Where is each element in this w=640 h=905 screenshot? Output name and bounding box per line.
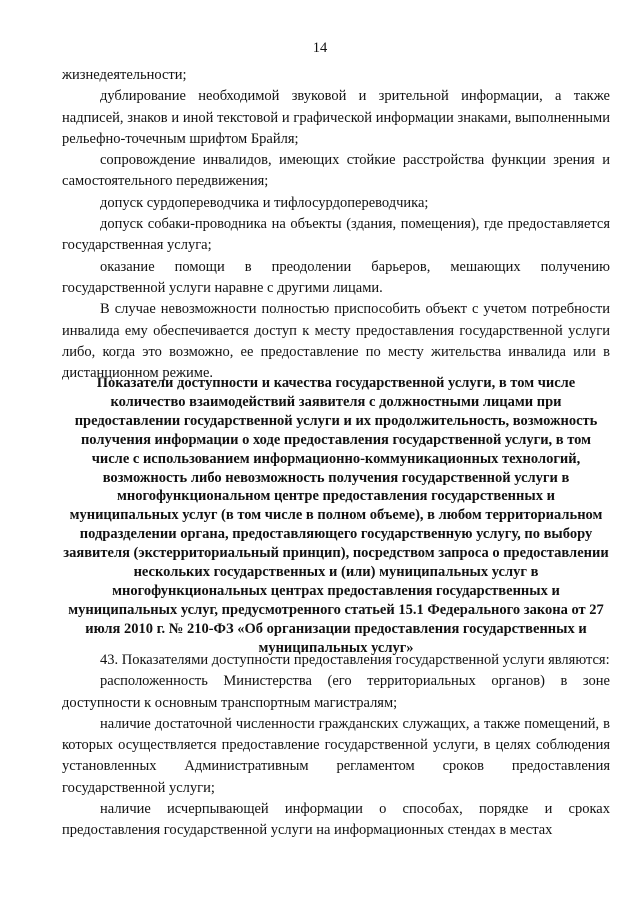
paragraph: наличие исчерпывающей информации о способах, порядке и сроках предоставления государственной услуги на информационных стендах в местах	[62, 801, 610, 839]
paragraph: допуск собаки-проводника на объекты (здания, помещения), где предоставляется государственная услуга;	[62, 216, 610, 254]
paragraph: расположенность Министерства (его территориальных органов) в зоне доступности к основным транспортным магистралям;	[62, 673, 610, 711]
section-heading: Показатели доступности и качества государственной услуги, в том числе количество взаимодействий заявителя с должностными лицами при предоставлении государственной услуги и их продолжительность, возможность получения информации о ходе предоставления государственной услуги, в том числе с использованием информационно-коммуникационных технологий, возможность либо невозможность получения государственной услуги в многофункциональном центре предоставления государственных и муниципальных услуг (в том числе в полном объеме), в любом территориальном подразделении органа, предоставляющего государственную услугу, по выбору заявителя (экстерриториальный принцип), посредством запроса о предоставлении нескольких государственных и (или) муниципальных услуг в многофункциональных центрах предоставления государственных и муниципальных услуг, предусмотренного статьей 15.1 Федерального закона от 27 июля 2010 г. № 210-ФЗ «Об организации предоставления государственных и муниципальных услуг»	[63, 375, 609, 656]
paragraph: В случае невозможности полностью приспособить объект с учетом потребности инвалида ему обеспечивается доступ к месту предоставления государственной услуги либо, когда это возможно, ее предоставление по месту жительства инвалида или в дистанционном режиме.	[62, 301, 610, 382]
body-text-top	[62, 65, 610, 384]
paragraph: сопровождение инвалидов, имеющих стойкие расстройства функции зрения и самостоятельного передвижения;	[62, 152, 610, 190]
paragraph: жизнедеятельности;	[62, 67, 187, 83]
paragraph: оказание помощи в преодолении барьеров, мешающих получению государственной услуги наравне с другими лицами.	[62, 258, 610, 296]
paragraph: наличие достаточной численности гражданских служащих, а также помещений, в которых осуществляется предоставление государственной услуги, в целях соблюдения установленных Административным регламентом сроков предоставления государственной услуги;	[62, 715, 610, 796]
paragraph: допуск сурдопереводчика и тифлосурдопереводчика;	[100, 194, 429, 211]
body-text-bottom	[62, 650, 610, 842]
paragraph: дублирование необходимой звуковой и зрительной информации, а также надписей, знаков и иной текстовой и графической информации знаками, выполненными рельефно-точечным шрифтом Брайля;	[62, 88, 610, 147]
page-number: 14	[312, 40, 328, 56]
paragraph: 43. Показателями доступности предоставления государственной услуги являются:	[100, 652, 610, 668]
